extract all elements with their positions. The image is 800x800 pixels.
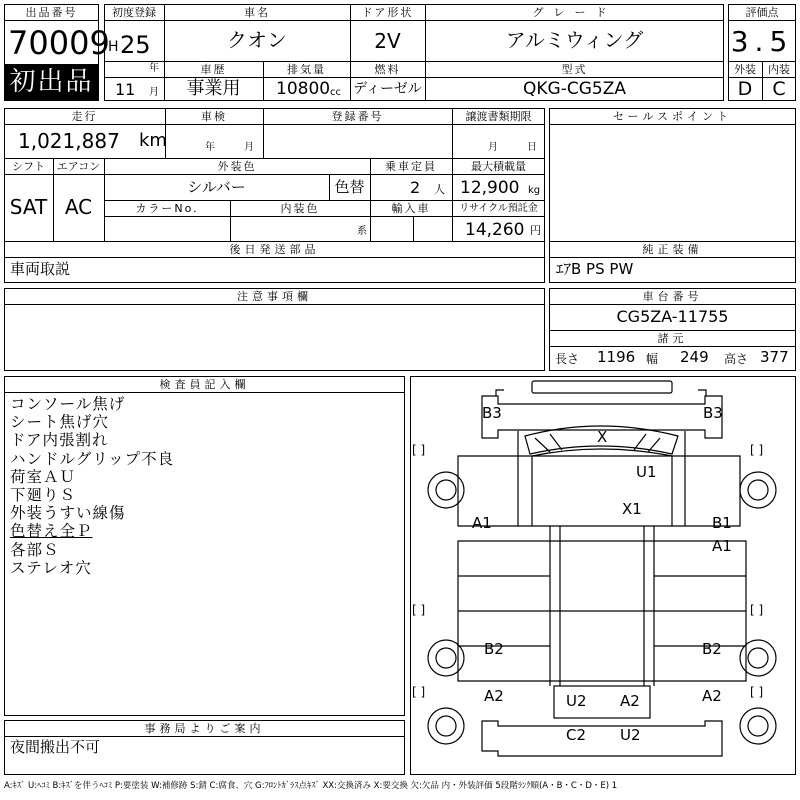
truck-diagram — [410, 376, 796, 775]
ac: AC — [64, 195, 93, 219]
later-parts: 車両取説 — [10, 260, 71, 278]
color-no-label: カラーNo. — [135, 202, 199, 215]
damage-legend: A:ｷｽﾞ U:ﾍｺﾐ B:ｷｽﾞを伴うﾍｺﾐ P:要塗装 W:補修跡 S:錆 C:腐食、穴 G:ﾌﾛﾝﾄｶﾞﾗｽ点ｷｽﾞ XX:交換済み X:要交換 欠:欠品 内・外装評価 5段階ﾗﾝｸ順(A・B・C・D・E) 1 — [4, 781, 618, 791]
mileage: 1,021,887 — [18, 129, 120, 153]
ac-label: エアコン — [56, 160, 101, 173]
history: 事業用 — [186, 78, 241, 99]
reg-month: 11 — [115, 80, 136, 99]
mark-a1-left: A1 — [472, 514, 492, 532]
bracket-left-bottom: [ ] — [412, 685, 426, 699]
model: QKG-CG5ZA — [523, 79, 626, 99]
office-text: 夜間搬出不可 — [10, 738, 101, 756]
year-unit: 年 — [149, 63, 159, 74]
score: 3.5 — [730, 25, 794, 58]
mark-a2-right: A2 — [702, 687, 722, 705]
displacement: 10800 — [276, 79, 331, 99]
exterior-label: 外装 — [734, 63, 756, 76]
capacity: 2 — [410, 178, 421, 197]
mileage-label: 走行 — [71, 110, 98, 123]
genuine-label: 純正装備 — [642, 243, 703, 256]
mark-b2-right: B2 — [702, 640, 722, 658]
width-label: 幅 — [646, 352, 659, 366]
height-label: 高さ — [724, 352, 749, 366]
chassis-label: 車台番号 — [642, 290, 703, 303]
first-reg-label: 初度登録 — [112, 6, 156, 19]
length-label: 長さ — [555, 352, 580, 366]
mark-a2-bed: A2 — [620, 692, 640, 710]
inspector-line: 荷室ＡＵ — [10, 467, 77, 486]
inspector-line: 外装うすい線傷 — [10, 504, 126, 523]
recycle-label: リサイクル預託金 — [459, 203, 538, 214]
bracket-right-mid: [ ] — [750, 603, 764, 617]
color-label: 外装色 — [217, 160, 257, 173]
fuel-label: 燃料 — [374, 63, 401, 76]
grade-label: グレード — [532, 6, 617, 19]
dims-label: 諸元 — [657, 332, 688, 345]
mark-b3-left: B3 — [482, 404, 502, 422]
import-label: 輸入車 — [391, 202, 431, 215]
fuel: ディーゼル — [353, 81, 422, 97]
month-unit: 月 — [149, 87, 159, 98]
displacement-label: 排気量 — [287, 63, 326, 76]
exterior-grade: D — [737, 78, 753, 100]
model-label: 型式 — [561, 63, 588, 76]
lot-no-label: 出品番号 — [25, 6, 78, 19]
inspection-label: 車検 — [201, 110, 227, 123]
mark-a1-right: A1 — [712, 537, 732, 555]
inspector-line: 下廻りＳ — [10, 486, 77, 505]
car-name-label: 車名 — [244, 6, 270, 19]
inspection-month-unit: 月 — [244, 142, 254, 153]
inspector-line: ステレオ穴 — [10, 558, 92, 577]
shift-label: シフト — [12, 160, 45, 173]
recycle-unit: 円 — [530, 224, 541, 237]
interior-grade: C — [772, 78, 786, 100]
mark-x-top: X — [597, 428, 608, 446]
bracket-right-top: [ ] — [750, 443, 764, 457]
reg-no-label: 登録番号 — [331, 110, 384, 123]
mark-b1-right: B1 — [712, 514, 732, 532]
max-load: 12,900 — [460, 178, 520, 198]
history-label: 車歴 — [200, 63, 227, 76]
mark-a2-left: A2 — [484, 687, 504, 705]
inspector-line: ドア内張割れ — [10, 431, 109, 450]
mark-u1: U1 — [636, 463, 657, 481]
mark-b2-left: B2 — [484, 640, 504, 658]
genuine-equipment: ｴｱB PS PW — [556, 260, 634, 278]
mileage-unit: km — [139, 130, 167, 151]
later-parts-label: 後日発送部品 — [229, 243, 320, 256]
color: シルバー — [187, 178, 246, 196]
mark-c2-rear: C2 — [566, 726, 587, 744]
inspector-label: 検査員記入欄 — [159, 378, 250, 391]
inspector-line: 色替え全Ｐ — [10, 522, 93, 541]
height: 377 — [760, 348, 789, 366]
car-name: クオン — [227, 28, 287, 52]
capacity-label: 乗車定員 — [385, 160, 437, 173]
mark-b3-right: B3 — [703, 404, 723, 422]
color-change: 色替 — [334, 178, 365, 196]
max-load-label: 最大積載量 — [471, 160, 526, 173]
length: 1196 — [597, 348, 636, 366]
inspector-line: コンソール焦げ — [10, 395, 126, 413]
bracket-left-top: [ ] — [412, 443, 426, 457]
transfer-label: 譲渡書類期限 — [465, 110, 532, 123]
inspector-lines — [10, 395, 174, 577]
mark-x1: X1 — [622, 500, 642, 518]
mark-u2-rear: U2 — [620, 726, 641, 744]
interior-label: 内装 — [768, 63, 790, 76]
interior-color-unit: 系 — [357, 226, 367, 237]
displacement-unit: cc — [330, 87, 341, 98]
recycle-deposit: 14,260 — [465, 220, 525, 240]
max-load-unit: kg — [528, 185, 541, 196]
transfer-day-unit: 日 — [527, 142, 537, 153]
score-label: 評価点 — [745, 6, 779, 19]
shift: SAT — [9, 195, 48, 219]
caution-label: 注意事項欄 — [237, 290, 312, 303]
office-label: 事務局よりご案内 — [144, 722, 265, 735]
reg-year: 25 — [120, 31, 151, 59]
transfer-month-unit: 月 — [488, 142, 498, 153]
capacity-unit: 人 — [434, 183, 445, 196]
width: 249 — [680, 348, 709, 366]
inspector-line: 各部Ｓ — [10, 540, 60, 559]
door-label: ドア形状 — [361, 6, 414, 19]
era: H — [108, 39, 119, 55]
bracket-right-bottom: [ ] — [750, 685, 764, 699]
mark-u2-bed: U2 — [566, 692, 587, 710]
inspector-line: ハンドルグリップ不良 — [10, 449, 175, 468]
bracket-left-mid: [ ] — [412, 603, 426, 617]
sales-label: セールスポイント — [612, 110, 732, 123]
inspector-line: シート焦げ穴 — [10, 413, 110, 432]
chassis-number: CG5ZA-11755 — [616, 307, 729, 326]
grade: アルミウィング — [505, 28, 644, 52]
first-listing-badge: 初出品 — [5, 65, 98, 100]
lot-number: 70009 — [8, 24, 110, 62]
door-type: 2V — [374, 29, 401, 53]
interior-color-label: 内装色 — [280, 202, 320, 215]
inspection-year-unit: 年 — [205, 142, 215, 153]
